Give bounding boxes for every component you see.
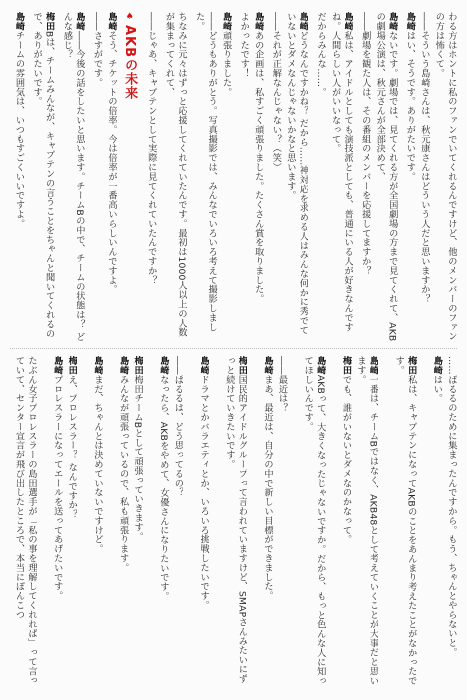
- speaker-name: 島崎: [220, 12, 232, 31]
- dialogue-paragraph: [104, 12, 117, 344]
- column: [220, 356, 247, 688]
- dialogue-text: チームの雰囲気は、いつもすごくいいですよ。: [13, 30, 25, 229]
- dialogue-text: 梅田チームBとして頑張っていきます。: [132, 374, 144, 542]
- column: [337, 356, 379, 688]
- dialogue-text: Bは、チームみんなが、キャプテンの言うことをちゃんと聞いてくれるので、ありがたいです。: [31, 12, 55, 339]
- dialogue-paragraph: [12, 356, 37, 688]
- dialogue-text: ――劇場を観た人は、その番組のメンバーを応援してますか？: [359, 12, 371, 276]
- dialogue-paragraph: [60, 12, 85, 344]
- dialogue-paragraph: [373, 12, 398, 344]
- dialogue-text: 私は、キャプテンになってAKBのことをあんまり考えたことがなかったです。: [393, 356, 417, 686]
- dialogue-paragraph: [269, 12, 282, 344]
- dialogue-text: あの企画は、私すごく頑張りました。たくさん賞を取りました。: [252, 30, 264, 304]
- speaker-name: 島崎: [91, 356, 103, 375]
- column: [154, 356, 183, 688]
- dialogue-paragraph: [12, 12, 25, 344]
- dialogue-paragraph: [131, 356, 144, 688]
- column: [160, 12, 187, 344]
- column: [312, 12, 354, 344]
- speaker-name: 梅田: [43, 12, 55, 31]
- dialogue-paragraph: [171, 356, 184, 688]
- section-title: AKBの未来: [122, 25, 138, 101]
- speaker-name: 梅田: [66, 356, 78, 375]
- column: [28, 12, 55, 344]
- speaker-name: 島崎: [262, 356, 274, 375]
- speaker-name: 島崎: [117, 356, 129, 375]
- dialogue-text: ――今後の話をしたいと思います。チームBの中で、チームの状態は？ どんな感じ？: [61, 12, 85, 342]
- dialogue-text: ――どうもありがとう。写真撮影では、みんなでいろいろ考えて撮影しました。: [193, 12, 218, 332]
- column: [142, 12, 157, 344]
- dialogue-text: ちなみに元々はずっと応援してくれていたんです。最初は1000人以上の人数が集まってくれて、: [163, 12, 187, 337]
- column: [235, 12, 264, 344]
- speaker-name: 梅田: [236, 356, 248, 375]
- column: [88, 12, 117, 344]
- dialogue-text: そう、チケットの倍率。今は倍率が一番高いらしいんですよ。: [105, 30, 117, 295]
- dialogue-text: よかったです！: [238, 12, 250, 78]
- speaker-name: 島崎: [157, 356, 169, 375]
- column: [259, 356, 288, 688]
- dialogue-text: プロレスラーになってエールを送ってあげたいです。: [51, 374, 63, 601]
- dialogue-paragraph: [339, 356, 352, 688]
- dialogue-paragraph: [417, 12, 430, 344]
- speaker-name: 梅田: [132, 356, 144, 375]
- speaker-name: 島崎: [252, 12, 264, 31]
- dialogue-paragraph: [275, 356, 288, 688]
- column: [195, 356, 210, 688]
- dialogue-text: なったら、AKBをやめて、女優さんになりたいです。: [157, 374, 169, 601]
- column: [88, 356, 103, 688]
- dialogue-paragraph: [283, 12, 308, 344]
- dialogue-text: 国民的アイドルグループって言われていますけど、SMAPさんみたいにずっと続けていきたいです。: [223, 356, 248, 684]
- section-heading: [120, 12, 139, 344]
- dialogue-text: ないです。劇場では、見てくれる方が全国劇場の方まで見てくれて、AKBの劇場公演は、秋元さんが全部決めて、: [374, 12, 398, 342]
- dialogue-text: 一番は、チームBではなく、AKB48として考えていくことが大事だと思います。: [354, 356, 379, 686]
- speaker-name: 島崎: [404, 12, 416, 31]
- column: [390, 356, 417, 688]
- bottom-text-band: [10, 356, 457, 688]
- spade-icon: ♠: [124, 12, 135, 22]
- dialogue-paragraph: [328, 12, 353, 344]
- dialogue-text: ――最近は？: [276, 356, 288, 413]
- dialogue-text: え、プロレスラー？ なんですか？: [66, 374, 78, 519]
- column: [10, 356, 37, 688]
- dialogue-paragraph: [90, 12, 103, 344]
- top-text-band: [10, 12, 457, 344]
- dialogue-text: 頑張りました。: [220, 30, 232, 97]
- dialogue-text: ――それが正解なんじゃない？（笑）: [270, 12, 282, 172]
- dialogue-text: はい、そうです。ありがたいです。: [404, 30, 416, 182]
- speaker-name: 島崎: [386, 12, 398, 31]
- column: [267, 12, 309, 344]
- speaker-name: 梅田: [340, 356, 352, 375]
- dialogue-paragraph: [222, 356, 247, 688]
- column: [428, 356, 457, 688]
- dialogue-text: たぶん女子プロレスラーの島田選手が「私の事を理解してくれれば」って言っていて、センター宣言が飛び出したところで、本当にぽんこつ: [13, 356, 37, 685]
- dialogue-paragraph: [162, 12, 187, 344]
- dialogue-paragraph: [50, 356, 63, 688]
- dialogue-text: わる方はホントに私のファンでいてくれるんですけど、他のメンバーのファンの方は怖くて。: [433, 12, 457, 341]
- dialogue-paragraph: [430, 356, 443, 688]
- dialogue-text: ドラマとかバラエティとか、いろいろ挑戦したいです。: [198, 374, 210, 610]
- column: [114, 356, 143, 688]
- column: [58, 12, 85, 344]
- dialogue-paragraph: [156, 356, 169, 688]
- dialogue-text: AKBって、大きくなったじゃないですか。だから、もっと色んな人に知ってほしいんです。: [302, 356, 326, 686]
- dialogue-text: 私は、アイドルとしても演技派としても、普通にいる人が好きなんですね。人間らしい人がいいなって。: [329, 12, 354, 332]
- dialogue-text: みんなが頑張っているので、私も頑張ります。: [117, 374, 129, 573]
- dialogue-paragraph: [261, 356, 274, 688]
- dialogue-text: ――じゃあ、キャプテンとして実際に見てくれていたんですか？: [145, 12, 157, 285]
- dialogue-text: ……ばるるのために集まったんですから。もう、ちゃんとやらないと。: [445, 356, 457, 657]
- dialogue-paragraph: [116, 356, 129, 688]
- band-divider: [10, 348, 457, 349]
- speaker-name: 島崎: [297, 12, 309, 31]
- dialogue-text: まだ、ちゃんとは決めていないですけど。: [91, 374, 103, 554]
- dialogue-paragraph: [403, 12, 416, 344]
- dialogue-text: でも、誰がいないとダメなのかなって。: [340, 374, 352, 545]
- dialogue-text: ――さすがです。: [91, 12, 103, 88]
- column: [356, 12, 398, 344]
- dialogue-paragraph: [192, 12, 217, 344]
- speaker-name: 島崎: [314, 356, 326, 375]
- dialogue-paragraph: [432, 12, 457, 344]
- speaker-name: 島崎: [105, 12, 117, 31]
- dialogue-paragraph: [353, 356, 378, 688]
- dialogue-paragraph: [65, 356, 78, 688]
- speaker-name: 梅田: [405, 356, 417, 375]
- dialogue-paragraph: [237, 12, 250, 344]
- dialogue-paragraph: [144, 12, 157, 344]
- dialogue-text: だからみんな……。: [315, 12, 327, 97]
- speaker-name: 島崎: [73, 12, 85, 31]
- column: [401, 12, 457, 344]
- dialogue-paragraph: [314, 12, 327, 344]
- dialogue-text: ――ぱるるは、どう思ってるの？: [172, 356, 184, 497]
- speaker-name: 島崎: [342, 12, 354, 31]
- dialogue-paragraph: [197, 356, 210, 688]
- dialogue-paragraph: [392, 356, 417, 688]
- dialogue-text: どうなんですかね？ だから……神対応を求める人はみんな何かに秀でていないとダメなんじゃないかなと思います。: [284, 12, 309, 335]
- dialogue-paragraph: [358, 12, 371, 344]
- column: [10, 12, 25, 344]
- speaker-name: 島崎: [431, 356, 443, 375]
- speaker-name: 島崎: [13, 12, 25, 31]
- column: [48, 356, 77, 688]
- speaker-name: 島崎: [51, 356, 63, 375]
- speaker-name: 島崎: [198, 356, 210, 375]
- column: [190, 12, 232, 344]
- dialogue-paragraph: [219, 12, 232, 344]
- dialogue-paragraph: [251, 12, 264, 344]
- column: [299, 356, 326, 688]
- dialogue-paragraph: [90, 356, 103, 688]
- dialogue-text: まあ、最近は、自分の中で新しい目標ができました。: [262, 374, 274, 601]
- dialogue-paragraph: [444, 356, 457, 688]
- dialogue-paragraph: [30, 12, 55, 344]
- dialogue-text: はい。: [431, 374, 443, 404]
- dialogue-paragraph: [301, 356, 326, 688]
- speaker-name: 島崎: [367, 356, 379, 375]
- dialogue-text: ――そういう島崎さんは、秋元康さんはどういう人だと思いますか？: [418, 12, 430, 304]
